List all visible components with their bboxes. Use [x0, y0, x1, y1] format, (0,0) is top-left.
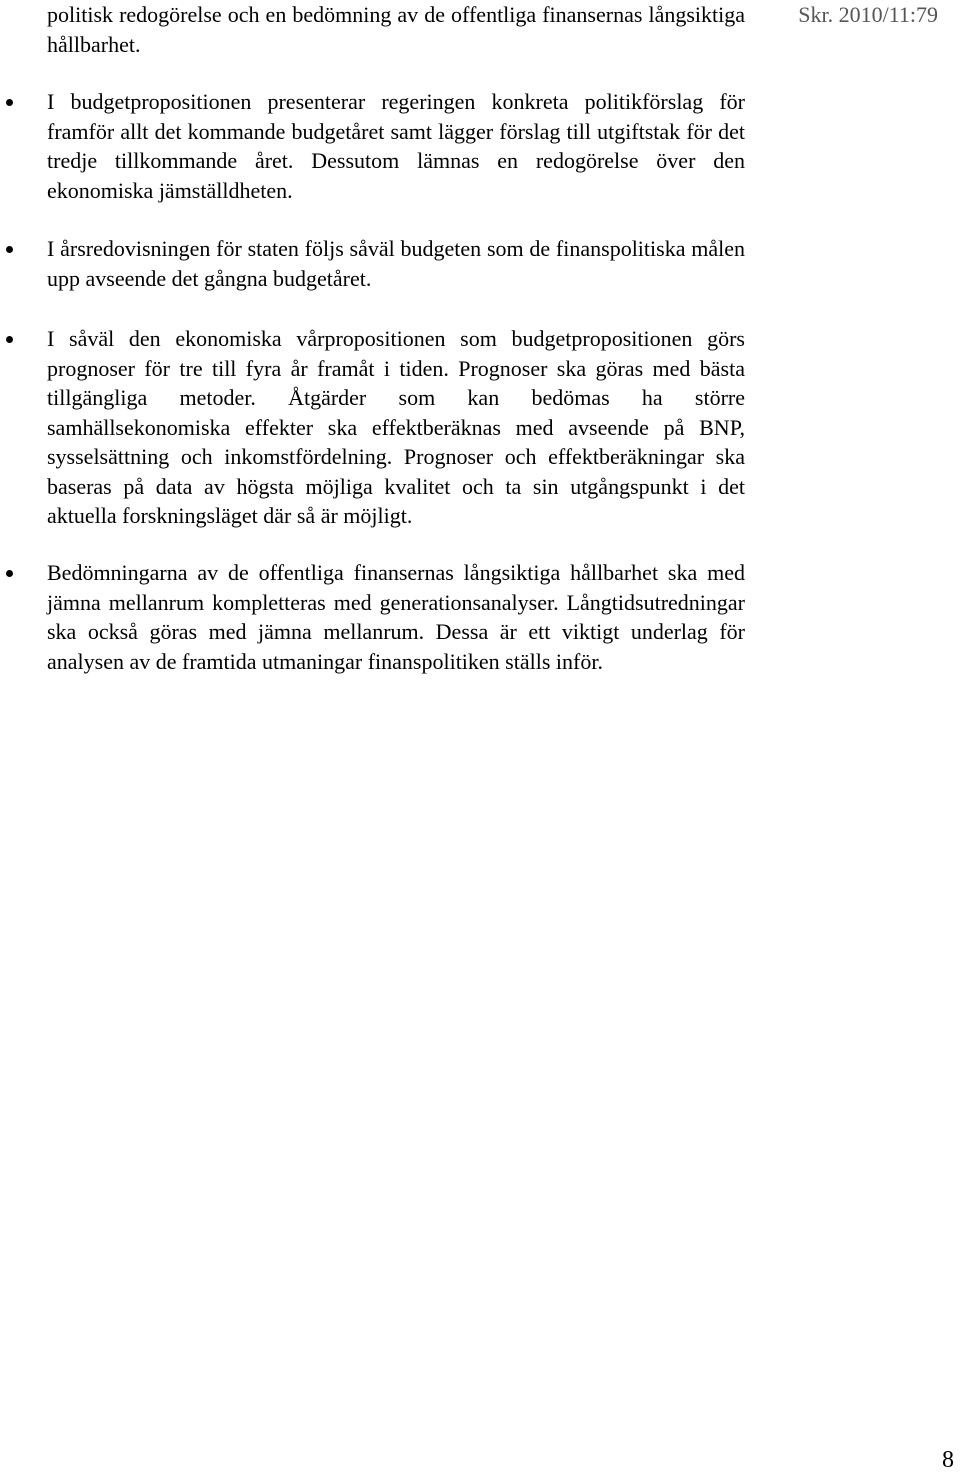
list-item — [47, 324, 745, 531]
list-item-text: I årsredovisningen för staten följs såväl budgeten som de finanspolitiska målen upp avseende det gångna budgetåret. — [47, 236, 745, 291]
list-item — [47, 234, 745, 293]
list-item — [47, 558, 745, 676]
document-reference: Skr. 2010/11:79 — [798, 2, 938, 27]
list-item-text: I såväl den ekonomiska vårpropositionen som budgetpropositionen görs prognoser för tre till fyra år framåt i tiden. Prognoser ska göras med bästa tillgängliga metoder. Åtgärder som kan bedömas ha större samhällsekonomiska effekter ska effektberäknas med avseende på BNP, sysselsättning och inkomstfördelning. Prognoser och effektberäkningar ska baseras på data av högsta möjliga kvalitet och ta sin utgångspunkt i det aktuella forskningsläget där så är möjligt. — [47, 326, 745, 528]
list-item-text: I budgetpropositionen presenterar regeringen konkreta politikförslag för framför allt det kommande budgetåret samt lägger förslag till utgiftstak för det tredje tillkommande året. Dessutom lämnas en redogörelse över den ekonomiska jämställdheten. — [47, 89, 745, 203]
list-item — [47, 87, 745, 205]
bullet-icon — [6, 99, 13, 106]
intro-paragraph: politisk redogörelse och en bedömning av de offentliga finansernas långsiktiga hållbarhet. — [47, 2, 745, 57]
bullet-icon — [6, 570, 13, 577]
list-item-text: Bedömningarna av de offentliga finansernas långsiktiga hållbarhet ska med jämna mellanrum kompletteras med generationsanalyser. Långtidsutredningar ska också göras med jämna mellanrum. Dessa är ett viktigt underlag för analysen av de framtida utmaningar finanspolitiken ställs inför. — [47, 560, 745, 674]
page-number: 8 — [942, 1447, 954, 1473]
bullet-icon — [6, 246, 13, 253]
bullet-icon — [6, 336, 13, 343]
